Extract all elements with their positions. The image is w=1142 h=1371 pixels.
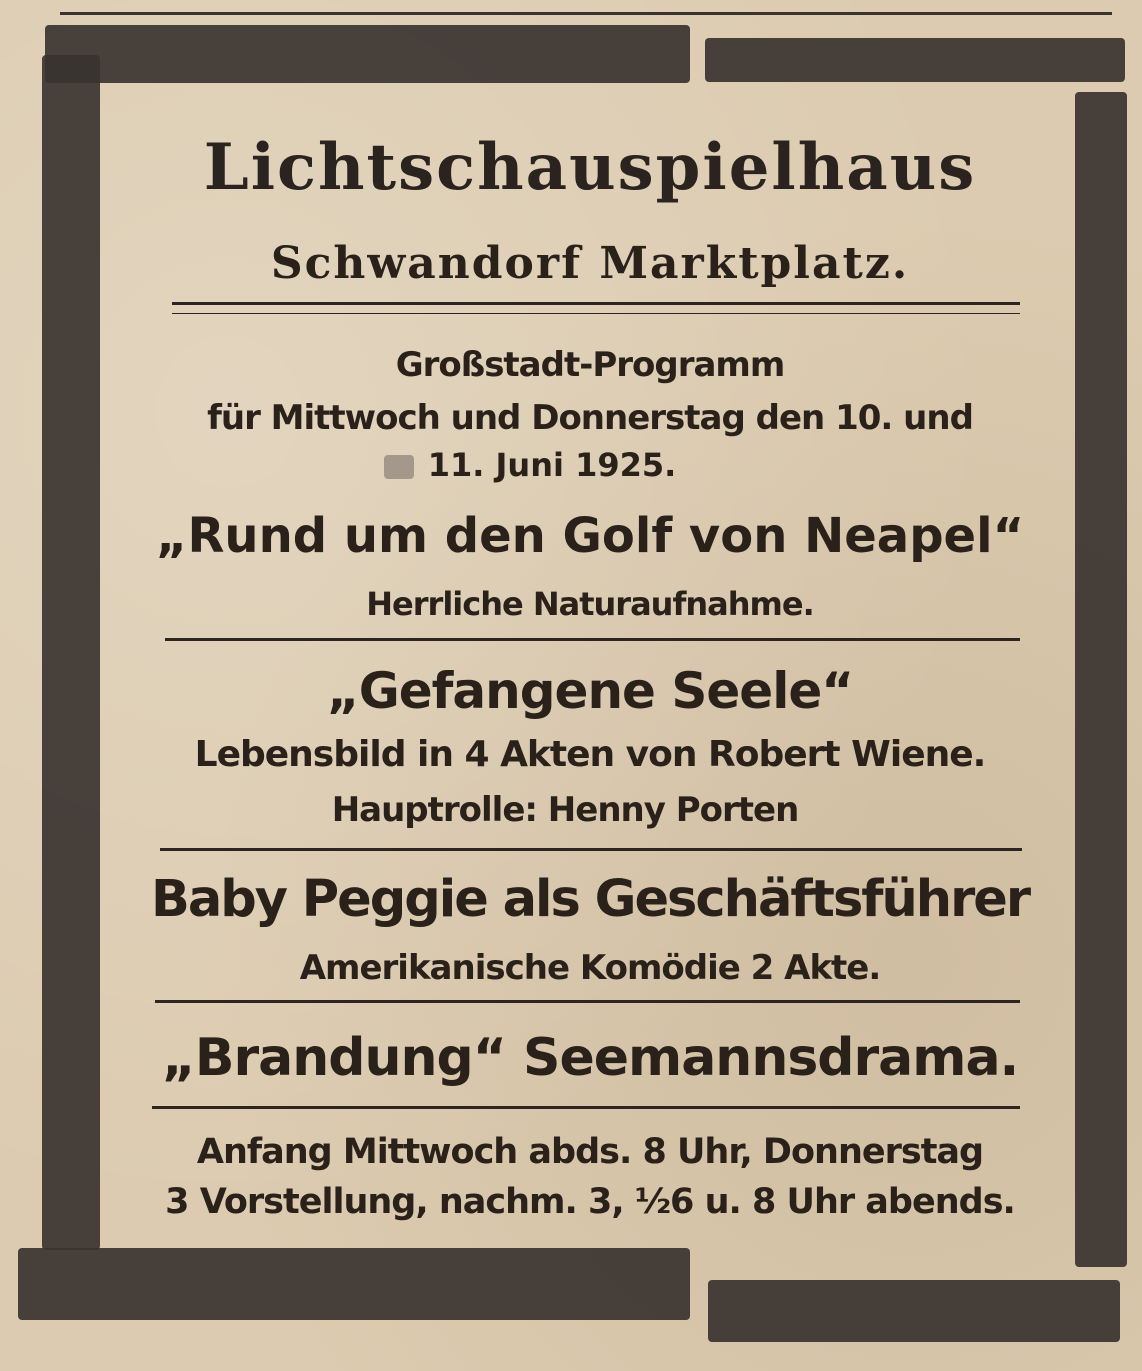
film-description: Amerikanische Komödie 2 Akte. bbox=[299, 948, 881, 988]
divider bbox=[165, 638, 1020, 641]
film-title: Baby Peggie als Geschäftsführer bbox=[151, 870, 1029, 929]
program-dates-line2: 11. Juni 1925. bbox=[427, 446, 677, 484]
border-left bbox=[42, 55, 100, 1250]
theater-name: Lichtschauspielhaus bbox=[203, 130, 977, 205]
divider bbox=[160, 848, 1022, 851]
ink-smudge bbox=[384, 455, 414, 479]
theater-location: Schwandorf Marktplatz. bbox=[270, 238, 910, 289]
top-rule bbox=[60, 12, 1112, 15]
program-dates-line2-wrap bbox=[90, 446, 970, 484]
film-description: Herrliche Naturaufnahme. bbox=[366, 585, 814, 623]
divider bbox=[152, 1106, 1020, 1109]
film-title: „Gefangene Seele“ bbox=[326, 662, 854, 720]
border-bottom-right bbox=[708, 1280, 1120, 1342]
divider bbox=[155, 1000, 1020, 1003]
border-bottom-left bbox=[18, 1248, 690, 1320]
film-title: „Brandung“ Seemannsdrama. bbox=[161, 1028, 1019, 1088]
program-dates-line1: für Mittwoch und Donnerstag den 10. und bbox=[207, 398, 973, 438]
film-lead: Hauptrolle: Henny Porten bbox=[331, 790, 799, 830]
film-title: „Rund um den Golf von Neapel“ bbox=[155, 508, 1025, 564]
footer-line1: Anfang Mittwoch abds. 8 Uhr, Donnerstag bbox=[196, 1132, 984, 1172]
footer-line2: 3 Vorstellung, nachm. 3, ½6 u. 8 Uhr abends. bbox=[165, 1182, 1015, 1222]
program-heading: Großstadt-Programm bbox=[395, 345, 785, 385]
divider bbox=[172, 302, 1020, 314]
border-right bbox=[1075, 92, 1127, 1267]
border-top-left bbox=[45, 25, 690, 83]
film-description: Lebensbild in 4 Akten von Robert Wiene. bbox=[194, 734, 986, 775]
border-top-right bbox=[705, 38, 1125, 82]
